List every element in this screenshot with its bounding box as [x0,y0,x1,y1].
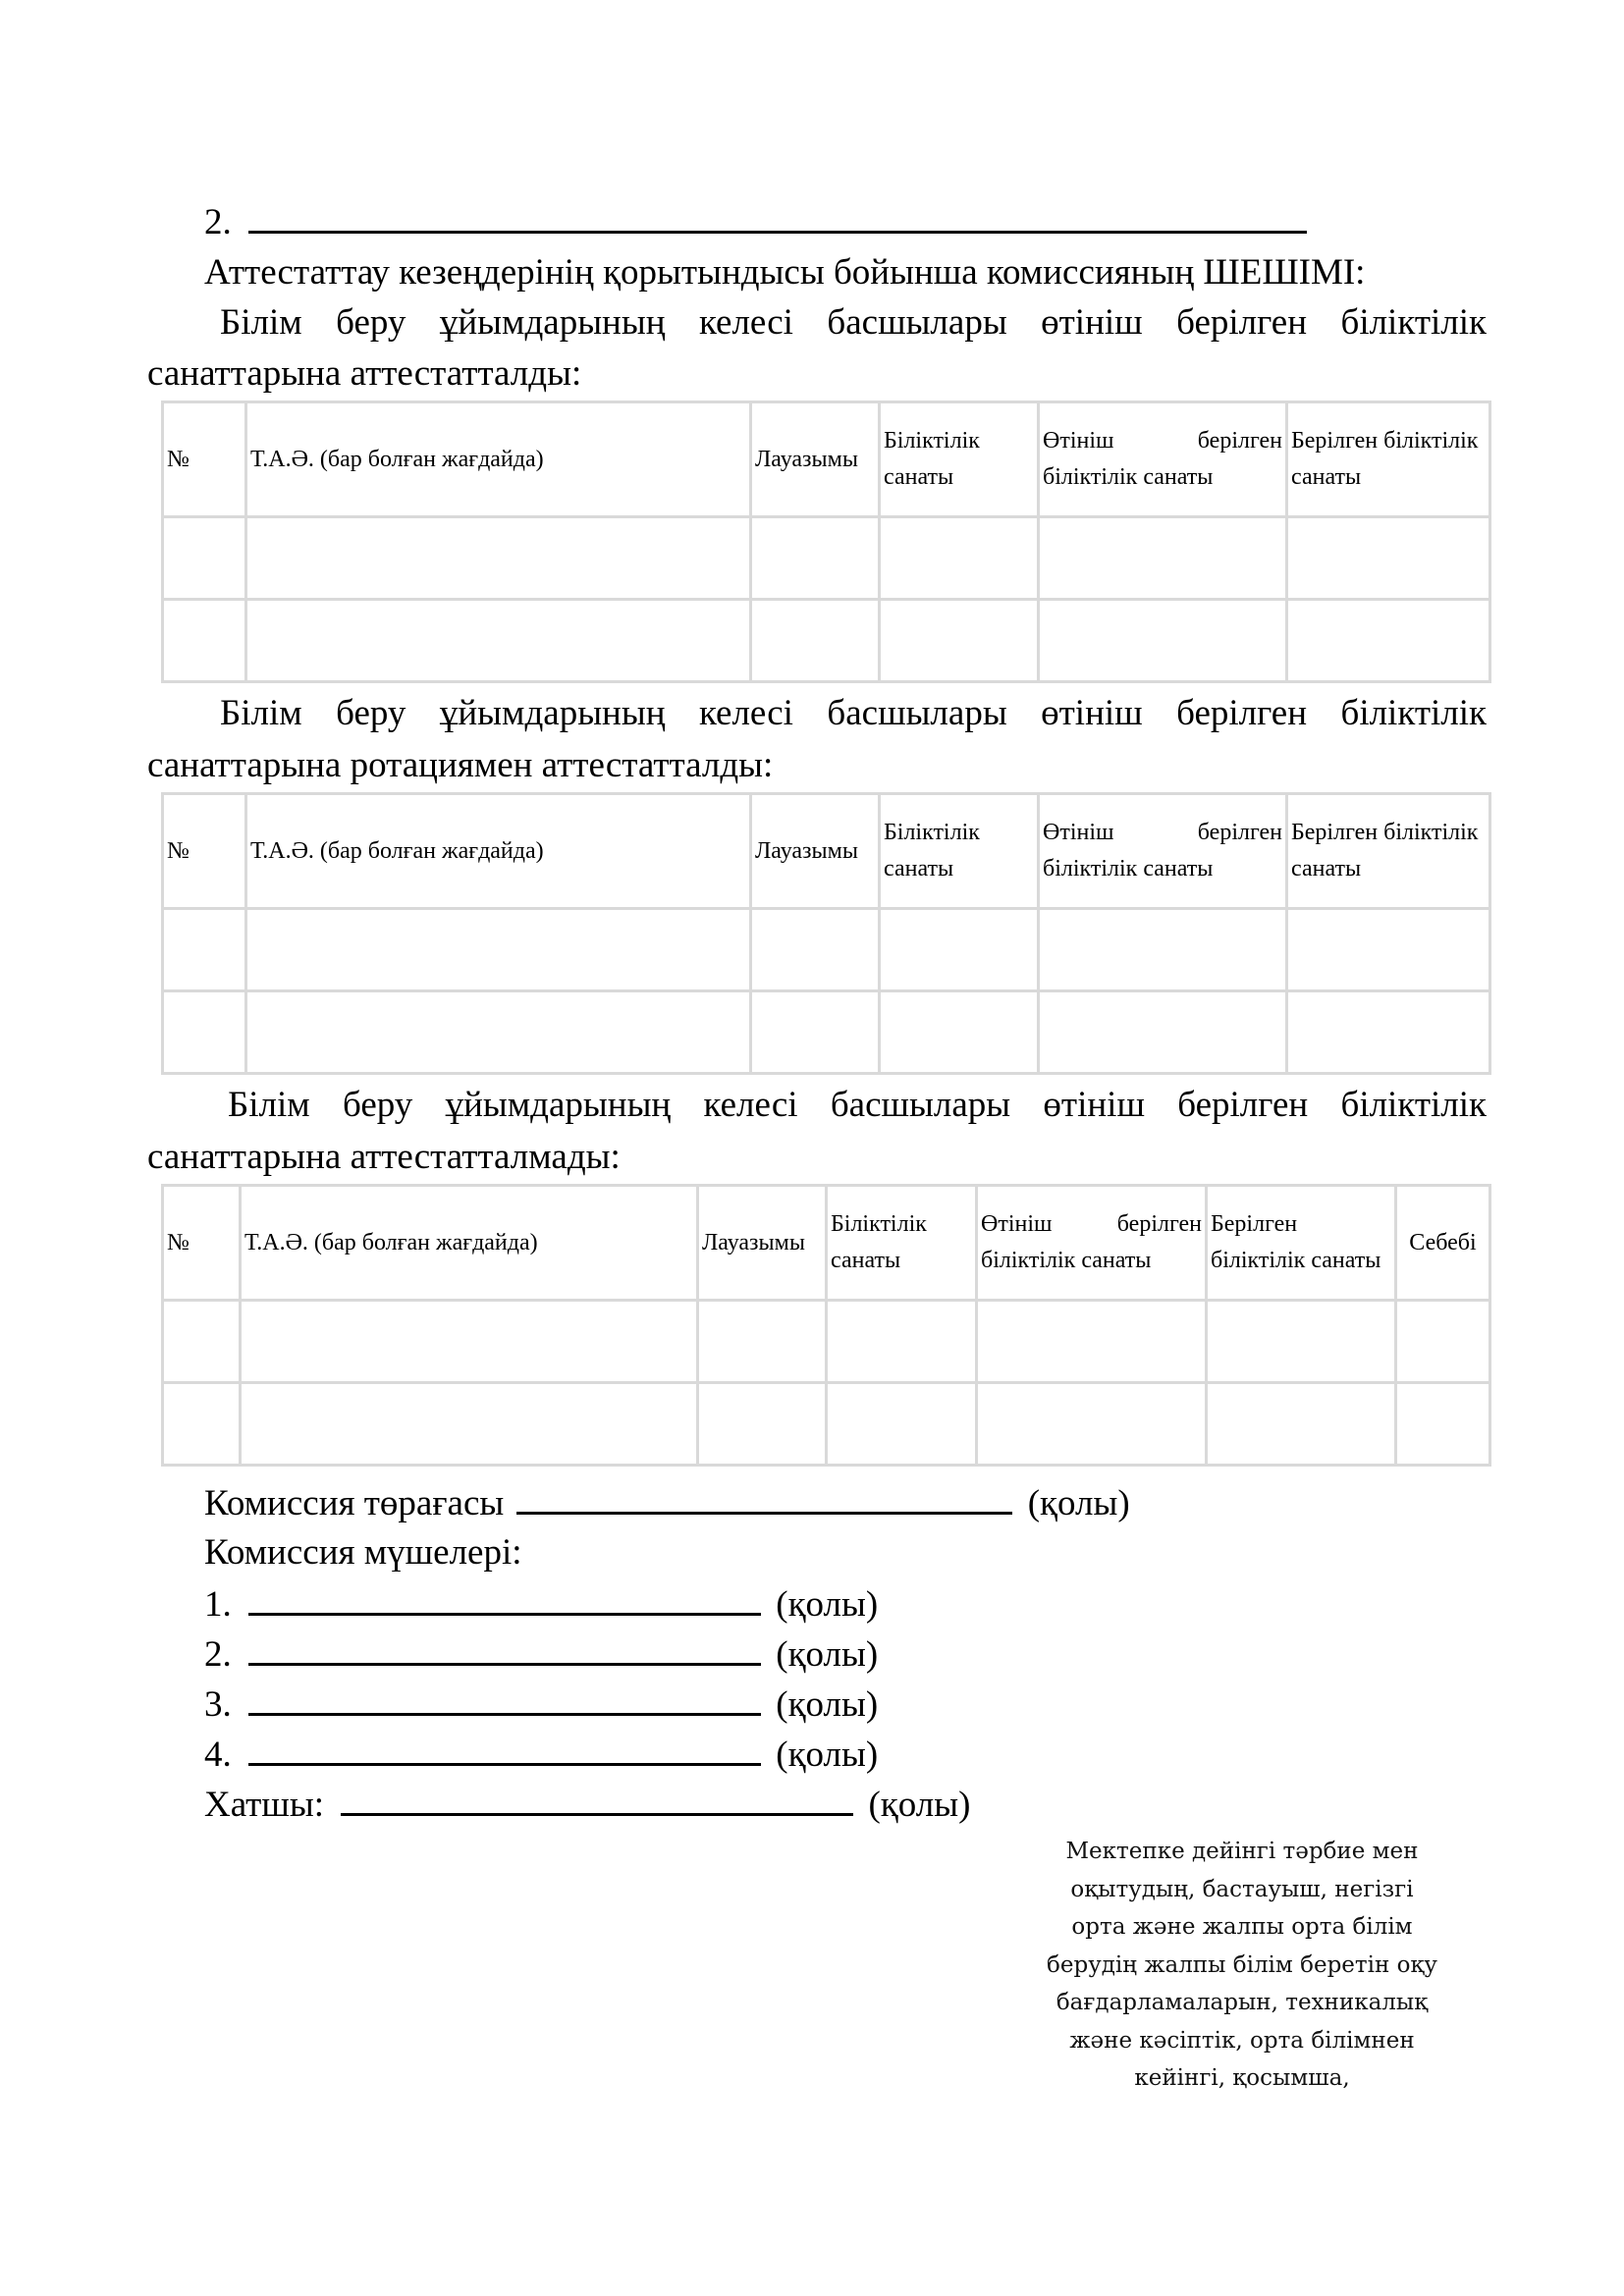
section-1-intro-line-2: санаттарына аттестатталды: [147,353,582,394]
table-row [163,991,1490,1074]
cell[interactable] [1207,1301,1396,1383]
cell[interactable] [246,991,751,1074]
cell[interactable] [880,517,1039,600]
signature-hint: (қолы) [776,1684,879,1725]
col-requested-category: Өтініш берілген біліктілік санаты [1039,794,1287,909]
cell[interactable] [880,909,1039,991]
table-row [163,600,1490,682]
appendix-line: орта және жалпы орта білім [1071,1914,1413,1940]
appendix-line: Мектепке дейінгі тәрбие мен [1065,1839,1419,1864]
cell[interactable] [751,600,880,682]
top-numbered-field [204,201,1307,242]
cell[interactable] [1207,1383,1396,1466]
signature-hint: (қолы) [868,1785,971,1825]
chairman-signature-field[interactable] [516,1482,1012,1515]
cell[interactable] [1039,600,1287,682]
appendix-line: берудің жалпы білім беретін оқу [1047,1951,1437,1978]
signature-hint: (қолы) [1027,1483,1130,1523]
col-position: Лауазымы [698,1186,827,1301]
cell[interactable] [880,600,1039,682]
cell[interactable] [1287,517,1490,600]
col-requested-category: Өтініш берілген біліктілік санаты [977,1186,1207,1301]
table-row [163,909,1490,991]
cell[interactable] [751,517,880,600]
col-qualification: Біліктілік санаты [880,402,1039,517]
col-qualification: Біліктілік санаты [827,1186,977,1301]
member-signature-field[interactable] [248,1583,761,1616]
cell[interactable] [241,1301,698,1383]
chairman-signature-line [204,1482,1130,1523]
chairman-label: Комиссия төрағасы [204,1483,505,1523]
section-2-intro-line-2: санаттарына ротациямен аттестатталды: [147,745,774,785]
member-signature-line [204,1683,878,1725]
cell[interactable] [751,991,880,1074]
col-assigned-category: Берілген біліктілік санаты [1287,402,1490,517]
cell[interactable] [698,1301,827,1383]
cell[interactable] [880,991,1039,1074]
cell[interactable] [1287,909,1490,991]
col-requested-category: Өтініш берілген біліктілік санаты [1039,402,1287,517]
table-row [163,517,1490,600]
member-signature-field[interactable] [248,1633,761,1666]
cell[interactable] [1396,1301,1490,1383]
table-header-row [163,402,1490,517]
member-signature-line [204,1633,878,1675]
cell[interactable] [241,1383,698,1466]
not-attested-table [161,1184,1491,1467]
cell[interactable] [977,1383,1207,1466]
top-item-number: 2. [204,202,232,242]
col-full-name: Т.А.Ә. (бар болған жағдайда) [246,402,751,517]
member-number: 3. [204,1684,232,1725]
cell[interactable] [246,600,751,682]
section-1-intro-line-1: Білім беру ұйымдарының келесі басшылары өтініш берілген біліктілік [220,302,1487,343]
appendix-line: кейінгі, қосымша, [1134,2065,1350,2091]
appendix-line: бағдарламаларын, техникалық [1056,1990,1429,2015]
table-row [163,1301,1490,1383]
member-number: 4. [204,1735,232,1775]
cell[interactable] [977,1301,1207,1383]
decision-heading: Аттестаттау кезеңдерінің қорытындысы бойынша комиссияның ШЕШІМІ: [204,252,1366,293]
appendix-reference [1016,1833,1468,2098]
attested-table [161,400,1491,683]
col-assigned-category: Берілген біліктілік санаты [1287,794,1490,909]
cell[interactable] [246,909,751,991]
cell[interactable] [827,1301,977,1383]
cell[interactable] [1039,991,1287,1074]
cell[interactable] [163,991,246,1074]
cell[interactable] [163,1301,241,1383]
member-signature-field[interactable] [248,1734,761,1766]
cell[interactable] [163,517,246,600]
col-full-name: Т.А.Ә. (бар болған жағдайда) [246,794,751,909]
col-position: Лауазымы [751,794,880,909]
member-signature-line [204,1734,878,1775]
cell[interactable] [827,1383,977,1466]
col-position: Лауазымы [751,402,880,517]
col-number: № [163,794,246,909]
col-full-name: Т.А.Ә. (бар болған жағдайда) [241,1186,698,1301]
cell[interactable] [1287,991,1490,1074]
cell[interactable] [163,1383,241,1466]
secretary-signature-field[interactable] [341,1784,853,1816]
section-3-intro-line-1: Білім беру ұйымдарының келесі басшылары өтініш берілген біліктілік [228,1085,1487,1125]
col-number: № [163,402,246,517]
signature-hint: (қолы) [776,1634,879,1675]
cell[interactable] [246,517,751,600]
signature-hint: (қолы) [776,1735,879,1775]
cell[interactable] [698,1383,827,1466]
col-number: № [163,1186,241,1301]
secretary-label: Хатшы: [204,1785,324,1825]
member-signature-field[interactable] [248,1683,761,1716]
secretary-signature-line [204,1784,970,1825]
col-qualification: Біліктілік санаты [880,794,1039,909]
cell[interactable] [1396,1383,1490,1466]
cell[interactable] [751,909,880,991]
member-number: 2. [204,1634,232,1675]
table-header-row [163,794,1490,909]
col-reason: Себебі [1396,1186,1490,1301]
section-2-intro-line-1: Білім беру ұйымдарының келесі басшылары өтініш берілген біліктілік [220,693,1487,733]
cell[interactable] [1039,909,1287,991]
cell[interactable] [1039,517,1287,600]
member-number: 1. [204,1584,232,1625]
appendix-line: және кәсіптік, орта білімнен [1069,2027,1415,2054]
top-item-blank-line[interactable] [248,201,1307,234]
section-3-intro-line-2: санаттарына аттестатталмады: [147,1137,621,1177]
table-row [163,1383,1490,1466]
col-assigned-category: Берілген біліктілік санаты [1207,1186,1396,1301]
table-header-row [163,1186,1490,1301]
appendix-line: оқытудың, бастауыш, негізгі [1070,1876,1414,1902]
members-label: Комиссия мүшелері: [204,1532,522,1573]
cell[interactable] [163,909,246,991]
rotation-attested-table [161,792,1491,1075]
cell[interactable] [1287,600,1490,682]
cell[interactable] [163,600,246,682]
signature-hint: (қолы) [776,1584,879,1625]
member-signature-line [204,1583,878,1625]
